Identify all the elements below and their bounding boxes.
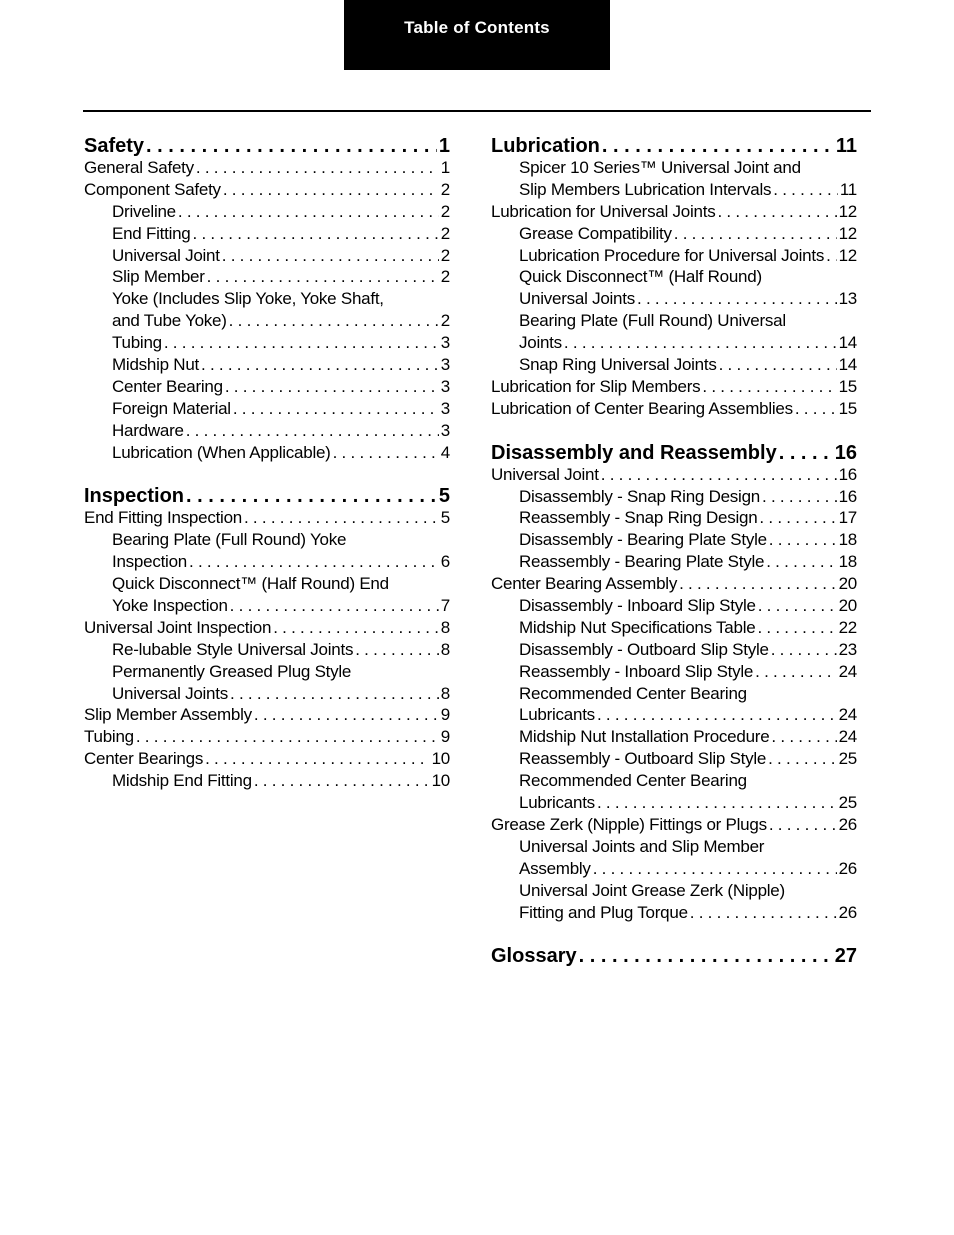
entry-title: Recommended Center Bearing [519, 683, 747, 703]
toc-entry[interactable] [84, 354, 450, 376]
entry-title: Snap Ring Universal Joints [519, 355, 717, 375]
toc-entry[interactable] [84, 420, 450, 442]
entry-title: Lubrication for Slip Members [491, 376, 701, 396]
entry-title: Lubrication (When Applicable) [112, 442, 331, 462]
entry-title: Permanently Greased Plug Style [112, 661, 352, 681]
dot-leader [230, 683, 439, 705]
toc-entry[interactable] [491, 332, 857, 354]
entry-title: Universal Joint Inspection [84, 617, 272, 637]
entry-title: Reassembly - Snap Ring Design [519, 508, 758, 528]
dot-leader [189, 551, 439, 573]
toc-entry[interactable] [84, 223, 450, 245]
page-number: 12 [838, 201, 857, 221]
toc-entry[interactable] [84, 661, 450, 683]
entry-title: Foreign Material [112, 398, 231, 418]
toc-entry[interactable] [84, 332, 450, 354]
toc-entry[interactable] [84, 529, 450, 551]
page-number: 10 [431, 749, 450, 769]
toc-entry[interactable] [84, 683, 450, 705]
page-number: 7 [440, 596, 450, 616]
dot-leader [254, 704, 439, 726]
dot-leader [229, 310, 439, 332]
toc-entry[interactable] [491, 661, 857, 683]
page-number: 12 [838, 245, 857, 265]
page-number: 4 [440, 442, 450, 462]
entry-title: Grease Compatibility [519, 223, 672, 243]
page-number: 14 [838, 333, 857, 353]
page-number: 9 [440, 705, 450, 725]
dot-leader [758, 595, 837, 617]
page-number: 15 [838, 398, 857, 418]
dot-leader [755, 661, 836, 683]
toc-entry[interactable] [491, 617, 857, 639]
page-number: 13 [838, 289, 857, 309]
page-number: 11 [835, 135, 857, 157]
dot-leader [230, 595, 439, 617]
toc-entry[interactable] [491, 201, 857, 223]
entry-title: Disassembly - Bearing Plate Style [519, 530, 767, 550]
toc-section [491, 438, 857, 924]
dot-leader [254, 770, 430, 792]
entry-title: Assembly [519, 858, 591, 878]
toc-entry[interactable] [491, 354, 857, 376]
entry-title: Spicer 10 Series™ Universal Joint and [519, 158, 801, 177]
dot-leader [597, 792, 837, 814]
toc-entry[interactable] [491, 486, 857, 508]
entry-title: Yoke (Includes Slip Yoke, Yoke Shaft, [112, 289, 384, 309]
entry-title: Universal Joints and Slip Member [519, 836, 765, 856]
page-number: 2 [440, 311, 450, 331]
section-title: Inspection [84, 485, 185, 508]
dot-leader [757, 617, 836, 639]
page-number: 14 [838, 355, 857, 375]
page-number: 26 [838, 858, 857, 878]
toc-entry[interactable] [84, 617, 450, 639]
dot-leader [759, 507, 836, 529]
entry-title: Lubricants [519, 705, 595, 725]
dot-leader [769, 529, 837, 551]
entry-title: Re-lubable Style Universal Joints [112, 639, 354, 659]
toc-entry[interactable] [84, 639, 450, 661]
toc-entry[interactable] [84, 376, 450, 398]
dot-leader [702, 376, 836, 398]
entry-title: Midship Nut [112, 355, 200, 375]
dot-leader [205, 748, 429, 770]
dot-leader [690, 902, 837, 924]
entry-title: Reassembly - Bearing Plate Style [519, 552, 765, 572]
toc-entry[interactable] [491, 288, 857, 310]
dot-leader [773, 179, 838, 201]
toc-right-column [491, 131, 857, 971]
dot-leader [579, 941, 833, 971]
toc-entry[interactable] [84, 310, 450, 332]
page-number: 2 [440, 245, 450, 265]
page-number: 27 [834, 945, 857, 968]
entry-title: Recommended Center Bearing [519, 771, 747, 791]
entry-title: Yoke Inspection [112, 596, 228, 616]
entry-title: Hardware [112, 420, 184, 440]
toc-section [491, 941, 857, 971]
page-number: 23 [838, 639, 857, 659]
toc-entry[interactable] [491, 770, 857, 792]
toc-entry[interactable] [84, 595, 450, 617]
dot-leader [637, 288, 837, 310]
toc-entry[interactable] [84, 266, 450, 288]
toc-entry[interactable] [84, 201, 450, 223]
page-number: 16 [838, 486, 857, 506]
toc-section-heading[interactable] [491, 941, 857, 971]
toc-section [84, 131, 450, 463]
table-of-contents-tab [344, 0, 610, 70]
entry-title: Lubrication of Center Bearing Assemblies [491, 398, 793, 418]
toc-entry[interactable] [84, 726, 450, 748]
page-number: 3 [440, 398, 450, 418]
entry-title: Midship End Fitting [112, 771, 252, 791]
page-number: 3 [440, 420, 450, 440]
entry-title: Universal Joint Grease Zerk (Nipple) [519, 880, 785, 900]
entry-title: Inspection [112, 552, 187, 572]
entry-title: Disassembly - Snap Ring Design [519, 486, 760, 506]
dot-leader [193, 223, 439, 245]
dot-leader [826, 245, 836, 267]
toc-entry[interactable] [491, 683, 857, 705]
toc-entry[interactable] [84, 157, 450, 179]
dot-leader [178, 201, 439, 223]
toc-entry[interactable] [491, 704, 857, 726]
dot-leader [273, 617, 439, 639]
entry-title: Component Safety [84, 179, 221, 199]
toc-entry[interactable] [491, 814, 857, 836]
toc-entry[interactable] [491, 179, 857, 201]
toc-entry[interactable] [491, 266, 857, 288]
page-number: 8 [440, 617, 450, 637]
entry-title: Bearing Plate (Full Round) Universal [519, 311, 786, 331]
toc-entry[interactable] [84, 442, 450, 464]
page-number: 24 [838, 705, 857, 725]
dot-leader [771, 639, 837, 661]
page-number: 2 [440, 201, 450, 221]
header-divider [83, 110, 871, 112]
entry-title: Lubrication Procedure for Universal Joints [519, 245, 825, 265]
dot-leader [771, 726, 836, 748]
entry-title: End Fitting Inspection [84, 508, 242, 528]
page-number: 26 [838, 814, 857, 834]
section-title: Lubrication [491, 135, 600, 157]
dot-leader [762, 486, 837, 508]
toc-entry[interactable] [491, 880, 857, 902]
entry-title: Slip Member [112, 267, 205, 287]
entry-title: Reassembly - Inboard Slip Style [519, 661, 754, 681]
page-number: 25 [838, 793, 857, 813]
toc-entry[interactable] [491, 639, 857, 661]
section-title: Glossary [491, 945, 577, 968]
toc-entry[interactable] [491, 748, 857, 770]
page-number: 6 [440, 552, 450, 572]
page-number: 3 [440, 333, 450, 353]
page-number: 2 [440, 267, 450, 287]
toc-entry[interactable] [84, 704, 450, 726]
toc-entry[interactable] [84, 770, 450, 792]
entry-title: Midship Nut Installation Procedure [519, 727, 770, 747]
dot-leader [201, 354, 439, 376]
dot-leader [164, 332, 439, 354]
dot-leader [223, 179, 439, 201]
toc-entry[interactable] [491, 376, 857, 398]
page-number: 5 [440, 508, 450, 528]
toc-entry[interactable] [491, 464, 857, 486]
page-number: 11 [839, 179, 857, 199]
dot-leader [674, 223, 837, 245]
toc-entry[interactable] [491, 858, 857, 880]
entry-title: Driveline [112, 201, 176, 221]
dot-leader [768, 748, 836, 770]
entry-title: Bearing Plate (Full Round) Yoke [112, 530, 347, 550]
toc-entry[interactable] [491, 223, 857, 245]
page-number: 3 [440, 376, 450, 396]
dot-leader [597, 704, 837, 726]
page-number: 5 [438, 485, 450, 508]
entry-title: Midship Nut Specifications Table [519, 617, 756, 637]
page-number: 17 [838, 508, 857, 528]
page-number: 1 [440, 158, 450, 177]
entry-title: Universal Joint [491, 464, 599, 484]
toc-entry[interactable] [84, 573, 450, 595]
page-number: 8 [440, 683, 450, 703]
toc-entry[interactable] [84, 507, 450, 529]
dot-leader [601, 464, 837, 486]
toc-entry[interactable] [84, 179, 450, 201]
entry-title: End Fitting [112, 223, 191, 243]
entry-title: Fitting and Plug Torque [519, 902, 688, 922]
dot-leader [244, 507, 439, 529]
dot-leader [766, 551, 836, 573]
page-number: 12 [838, 223, 857, 243]
toc-entry[interactable] [491, 902, 857, 924]
entry-title: Center Bearing Assembly [491, 574, 678, 594]
toc-entry[interactable] [491, 507, 857, 529]
page-number: 10 [431, 771, 450, 791]
page-number: 18 [838, 552, 857, 572]
page-number: 2 [440, 179, 450, 199]
page-number: 16 [838, 464, 857, 484]
dot-leader [679, 573, 837, 595]
dot-leader [795, 398, 837, 420]
toc-entry[interactable] [491, 836, 857, 858]
entry-title: Joints [519, 333, 562, 353]
dot-leader [186, 420, 439, 442]
dot-leader [769, 814, 837, 836]
entry-title: Disassembly - Outboard Slip Style [519, 639, 769, 659]
toc-entry[interactable] [84, 398, 450, 420]
page-number: 20 [838, 596, 857, 616]
entry-title: Lubricants [519, 793, 595, 813]
toc-section [84, 481, 450, 792]
entry-title: Slip Members Lubrication Intervals [519, 179, 772, 199]
page-number: 8 [440, 639, 450, 659]
entry-title: Slip Member Assembly [84, 705, 252, 725]
entry-title: and Tube Yoke) [112, 311, 227, 331]
toc-section [491, 131, 857, 420]
entry-title: Grease Zerk (Nipple) Fittings or Plugs [491, 814, 767, 834]
dot-leader [564, 332, 837, 354]
toc-entry[interactable] [84, 245, 450, 267]
dot-leader [225, 376, 439, 398]
entry-title: General Safety [84, 158, 194, 177]
page-number: 24 [838, 727, 857, 747]
entry-title: Reassembly - Outboard Slip Style [519, 749, 767, 769]
page-number: 26 [838, 902, 857, 922]
dot-leader [719, 354, 837, 376]
page-number: 16 [834, 441, 857, 464]
toc-entry[interactable] [491, 310, 857, 332]
entry-title: Center Bearing [112, 376, 223, 396]
dot-leader [136, 726, 439, 748]
entry-title: Universal Joints [112, 683, 228, 703]
page-number: 1 [438, 135, 450, 157]
dot-leader [233, 398, 439, 420]
toc-entry[interactable] [491, 245, 857, 267]
entry-title: Quick Disconnect™ (Half Round) End [112, 574, 389, 594]
toc-entry[interactable] [491, 398, 857, 420]
entry-title: Universal Joints [519, 289, 635, 309]
entry-title: Lubrication for Universal Joints [491, 201, 716, 221]
entry-title: Quick Disconnect™ (Half Round) [519, 267, 762, 287]
dot-leader [333, 442, 439, 464]
dot-leader [355, 639, 439, 661]
toc-entry[interactable] [491, 573, 857, 595]
page-number: 15 [838, 376, 857, 396]
dot-leader [593, 858, 837, 880]
page-number: 24 [838, 661, 857, 681]
section-title: Safety [84, 135, 145, 157]
section-title: Disassembly and Reassembly [491, 441, 777, 464]
entry-title: Tubing [84, 727, 134, 747]
entry-title: Universal Joint [112, 245, 220, 265]
entry-title: Disassembly - Inboard Slip Style [519, 596, 756, 616]
toc-entry[interactable] [491, 551, 857, 573]
toc-entry[interactable] [84, 748, 450, 770]
toc-left-column [84, 131, 450, 792]
tab-label: Table of Contents [404, 18, 550, 37]
toc-entry[interactable] [491, 529, 857, 551]
page-number: 20 [838, 574, 857, 594]
toc-entry[interactable] [491, 792, 857, 814]
dot-leader [196, 157, 439, 179]
page-number: 3 [440, 355, 450, 375]
dot-leader [717, 201, 836, 223]
dot-leader [207, 266, 439, 288]
toc-entry[interactable] [84, 288, 450, 310]
page-number: 25 [838, 749, 857, 769]
entry-title: Tubing [112, 333, 162, 353]
page-number: 9 [440, 727, 450, 747]
page-number: 22 [838, 617, 857, 637]
page-number: 18 [838, 530, 857, 550]
page-number: 2 [440, 223, 450, 243]
toc-entry[interactable] [491, 726, 857, 748]
toc-entry[interactable] [491, 595, 857, 617]
dot-leader [222, 245, 439, 267]
toc-entry[interactable] [84, 551, 450, 573]
entry-title: Center Bearings [84, 749, 204, 769]
